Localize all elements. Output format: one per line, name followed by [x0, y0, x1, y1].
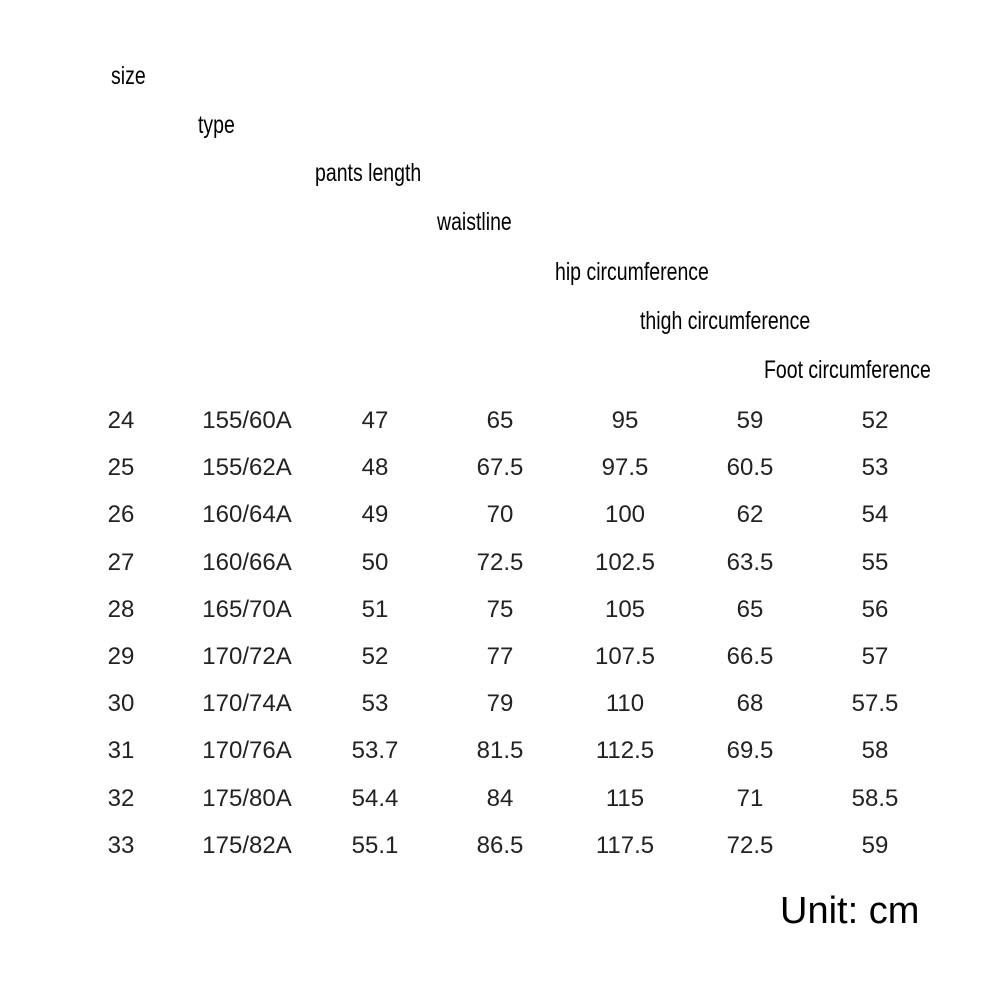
cell-size: 26: [107, 501, 135, 529]
cell-waistline: 70: [486, 501, 514, 529]
cell-type: 175/80A: [202, 784, 292, 812]
table-row: [0, 775, 1000, 822]
cell-type: 170/72A: [202, 642, 292, 670]
cell-size: 28: [107, 595, 135, 623]
cell-pants-length: 48: [361, 454, 389, 482]
cell-pants-length: 47: [361, 407, 389, 434]
size-table-body: [0, 397, 1000, 869]
table-row: [0, 822, 1000, 869]
cell-hip: 107.5: [594, 642, 656, 670]
cell-hip: 115: [605, 784, 645, 812]
header-waistline: waistline: [437, 208, 512, 236]
cell-type: 165/70A: [202, 595, 292, 623]
cell-pants-length: 52: [361, 642, 389, 670]
cell-waistline: 67.5: [476, 454, 524, 482]
cell-pants-length: 55.1: [351, 831, 399, 859]
cell-type: 170/74A: [202, 690, 292, 718]
cell-foot: 58.5: [851, 784, 899, 812]
cell-pants-length: 49: [361, 501, 389, 529]
cell-type: 155/60A: [202, 407, 292, 434]
cell-hip: 100: [604, 501, 646, 529]
cell-foot: 58: [861, 737, 889, 765]
cell-size: 24: [107, 407, 135, 434]
cell-pants-length: 53: [361, 690, 389, 718]
cell-type: 175/82A: [202, 831, 292, 859]
cell-foot: 56: [861, 595, 889, 623]
cell-waistline: 79: [486, 690, 514, 718]
cell-pants-length: 53.7: [351, 737, 399, 765]
cell-pants-length: 54.4: [351, 784, 399, 812]
cell-type: 160/64A: [202, 501, 292, 529]
cell-size: 33: [107, 831, 135, 859]
cell-waistline: 72.5: [476, 548, 524, 576]
header-size: size: [111, 62, 146, 90]
cell-size: 32: [107, 784, 135, 812]
cell-thigh: 63.5: [726, 548, 774, 576]
cell-hip: 110: [605, 690, 645, 718]
cell-waistline: 86.5: [476, 831, 524, 859]
cell-size: 27: [107, 548, 135, 576]
unit-label: Unit: cm: [780, 890, 920, 932]
cell-hip: 95: [611, 407, 639, 434]
cell-size: 29: [107, 642, 135, 670]
cell-thigh: 68: [736, 690, 764, 718]
cell-hip: 117.5: [595, 831, 655, 859]
cell-size: 25: [107, 454, 135, 482]
cell-thigh: 69.5: [726, 737, 774, 765]
header-hip-circumference: hip circumference: [555, 258, 709, 286]
table-row: [0, 397, 1000, 444]
table-row: [0, 444, 1000, 491]
cell-pants-length: 50: [361, 548, 389, 576]
cell-hip: 112.5: [595, 737, 655, 765]
cell-thigh: 59: [736, 407, 764, 434]
cell-foot: 57.5: [851, 690, 899, 718]
cell-thigh: 62: [736, 501, 764, 529]
cell-waistline: 77: [486, 642, 514, 670]
cell-hip: 97.5: [601, 454, 649, 482]
cell-waistline: 75: [486, 595, 514, 623]
header-type: type: [198, 111, 235, 139]
cell-size: 31: [107, 737, 135, 765]
cell-thigh: 60.5: [726, 454, 774, 482]
cell-thigh: 66.5: [726, 642, 774, 670]
header-pants-length: pants length: [315, 159, 422, 187]
cell-foot: 55: [861, 548, 889, 576]
cell-foot: 53: [861, 454, 889, 482]
cell-type: 170/76A: [202, 737, 292, 765]
cell-foot: 54: [861, 501, 889, 529]
table-row: [0, 586, 1000, 633]
header-foot-circumference: Foot circumference: [764, 356, 931, 384]
cell-waistline: 81.5: [476, 737, 524, 765]
table-row: [0, 680, 1000, 727]
table-row: [0, 633, 1000, 680]
table-row: [0, 539, 1000, 586]
cell-waistline: 65: [486, 407, 514, 434]
table-row: [0, 491, 1000, 538]
cell-hip: 102.5: [594, 548, 656, 576]
cell-hip: 105: [604, 595, 646, 623]
header-thigh-circumference: thigh circumference: [640, 307, 811, 335]
cell-type: 155/62A: [202, 454, 292, 482]
table-row: [0, 727, 1000, 774]
cell-foot: 59: [861, 831, 889, 859]
cell-foot: 52: [861, 407, 889, 434]
cell-type: 160/66A: [202, 548, 292, 576]
cell-thigh: 72.5: [726, 831, 774, 859]
cell-pants-length: 51: [361, 595, 389, 623]
cell-foot: 57: [861, 642, 889, 670]
cell-thigh: 71: [736, 784, 764, 812]
cell-thigh: 65: [736, 595, 764, 623]
cell-waistline: 84: [486, 784, 514, 812]
cell-size: 30: [107, 690, 135, 718]
